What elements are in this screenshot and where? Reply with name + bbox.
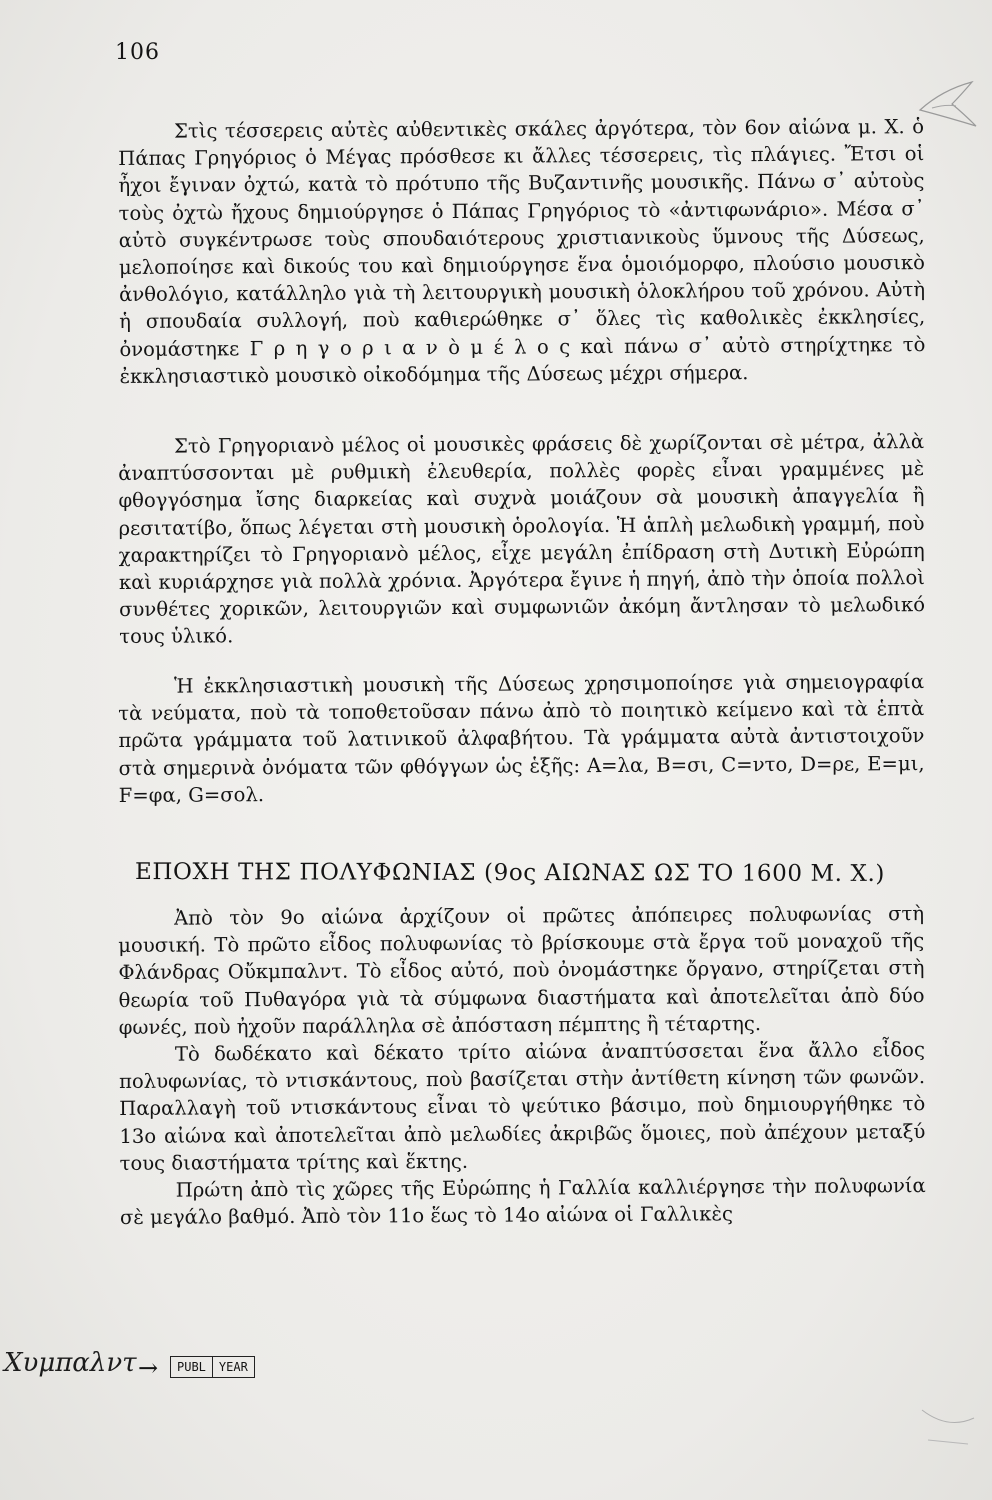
paragraph: Ἀπὸ τὸν 9ο αἰώνα ἀρχίζουν οἱ πρῶτες ἀπόπειρες πολυφωνίας στὴ μουσική. Τὸ πρῶτο εἶδος πολυφωνίας τὸ βρίσκουμε στὰ ἔργα τοῦ μοναχοῦ τῆς Φλάνδρας Οὔκμπαλντ. Τὸ εἶδος αὐτό, ποὺ ὀνομάστηκε ὄργανο, στηρίζεται στὴ θεωρία τοῦ Πυθαγόρα γιὰ τὰ σύμφωνα διαστήματα καὶ ἀποτελεῖται ἀπὸ δύο φωνές, ποὺ ἠχοῦν παράλληλα σὲ ἀπόσταση πέμπτης ἢ τέταρτης. <box>118 902 925 1039</box>
paragraph: Ἡ ἐκκλησιαστικὴ μουσικὴ τῆς Δύσεως χρησιμοποίησε γιὰ σημειογραφία τὰ νεύματα, ποὺ τὰ τοποθετοῦσαν πάνω ἀπὸ τὸ ποιητικὸ κείμενο καὶ τὰ ἑπτὰ πρῶτα γράμματα τοῦ λατινικοῦ ἀλφαβήτου. Τὰ γράμματα αὐτὰ ἀντιστοιχοῦν στὰ σημερινὰ ὀνόματα τῶν φθόγγων ὡς ἑξῆς: A=λα, B=σι, C=ντο, D=ρε, E=μι, F=φα, G=σολ. <box>118 670 925 807</box>
handwritten-margin-note: Χυμπαλντ <box>4 1348 137 1378</box>
paragraph: Στὸ Γρηγοριανὸ μέλος οἱ μουσικὲς φράσεις δὲ χωρίζονται σὲ μέτρα, ἀλλὰ ἀναπτύσσονται μὲ ρυθμικὴ ἐλευθερία, πολλὲς φορὲς εἶναι γραμμένες μὲ φθογγόσημα ἴσης διαρκείας καὶ συχνὰ μοιάζουν σὰ μουσικὴ ἀπαγγελία ἢ ρεσιτατίβο, ὅπως λέγεται στὴ μουσικὴ ὁρολογία. Ἡ ἁπλὴ μελωδικὴ γραμμή, ποὺ χαρακτηρίζει τὸ Γρηγοριανὸ μέλος, εἶχε μεγάλη ἐπίδραση στὴ Δυτικὴ Εὐρώπη καὶ κυριάρχησε γιὰ πολλὰ χρόνια. Ἀργότερα ἔγινε ἡ πηγή, ἀπὸ τὴν ὁποία πολλοὶ συνθέτες χορικῶν, λειτουργιῶν καὶ συμφωνιῶν ἀκόμη ἄντλησαν τὸ μελωδικό τους ὑλικό. <box>118 430 926 649</box>
paragraph: Στὶς τέσσερεις αὐτὲς αὐθεντικὲς σκάλες ἀργότερα, τὸν 6ον αἰώνα μ. Χ. ὁ Πάπας Γρηγόριος ὁ Μέγας πρόσθεσε κι ἄλλες τέσσερεις, τὶς πλάγιες. Ἔτσι οἱ ἦχοι ἔγιναν ὀχτώ, κατὰ τὸ πρότυπο τῆς Βυζαντινῆς μουσικῆς. Πάνω σ᾿ αὐτοὺς τοὺς ὀχτὼ ἤχους δημιούργησε ὁ Πάπας Γρηγόριος τὸ «ἀντιφωνάριο». Μέσα σ᾿ αὐτὸ συγκέντρωσε τοὺς σπουδαιότερους χριστιανικοὺς ὕμνους τῆς Δύσεως, μελοποίησε καὶ δικούς του καὶ δημιούργησε ἕνα ὁμοιόμορφο, πλούσιο μουσικὸ ἀνθολόγιο, κατάλληλο γιὰ τὴ λειτουργικὴ μουσικὴ ὁλοκλήρου τοῦ χρόνου. Αὐτὴ ἡ σπουδαία συλλογή, ποὺ καθιερώθηκε σ᾿ ὅλες τὶς καθολικὲς ἐκκλησίες, ὀνομάστηκε Γ ρ η γ ο ρ ι α ν ὸ μ έ λ ο ς καὶ πάνω σ᾿ αὐτὸ στηρίχτηκε τὸ ἐκκλησιαστικὸ μουσικὸ οἰκοδόμημα τῆς Δύσεως μέχρι σήμερα. <box>118 115 926 388</box>
body-text-section-3 <box>118 668 925 809</box>
body-text-section-1 <box>118 113 926 390</box>
paragraph: Τὸ δωδέκατο καὶ δέκατο τρίτο αἰώνα ἀναπτύσσεται ἕνα ἄλλο εἶδος πολυφωνίας, τὸ ντισκάντους, ποὺ βασίζεται στὴν ἀντίθετη κίνηση τῶν φωνῶν. Παραλλαγὴ τοῦ ντισκάντους εἶναι τὸ ψεύτικο βάσιμο, ποὺ δημιουργήθηκε τὸ 13ο αἰώνα καὶ ἀποτελεῖται ἀπὸ μελωδίες ἀκριβῶς ὅμοιες, ποὺ ἀπέχουν μεταξύ τους διαστήματα τρίτης καὶ ἕκτης. <box>119 1038 926 1175</box>
margin-doodle-icon <box>918 1400 978 1460</box>
box-note-right: YEAR <box>212 1357 254 1377</box>
paragraph: Πρώτη ἀπὸ τὶς χῶρες τῆς Εὐρώπης ἡ Γαλλία καλλιέργησε τὴν πολυφωνία σὲ μεγάλο βαθμό. Ἀπὸ τὸν 11ο ἕως τὸ 14ο αἰώνα οἱ Γαλλικὲς <box>119 1174 926 1230</box>
body-text-section-4 <box>118 900 926 1231</box>
body-text-section-2 <box>118 428 925 651</box>
section-heading: ΕΠΟΧΗ ΤΗΣ ΠΟΛΥΦΩΝΙΑΣ (9ος ΑΙΩΝΑΣ ΩΣ ΤΟ 1600 Μ. Χ.) <box>134 859 886 887</box>
handwritten-box-note <box>170 1356 255 1378</box>
arrow-icon: → <box>138 1354 159 1382</box>
box-note-left: PUBL <box>177 1360 206 1374</box>
page-number: 106 <box>115 40 160 65</box>
